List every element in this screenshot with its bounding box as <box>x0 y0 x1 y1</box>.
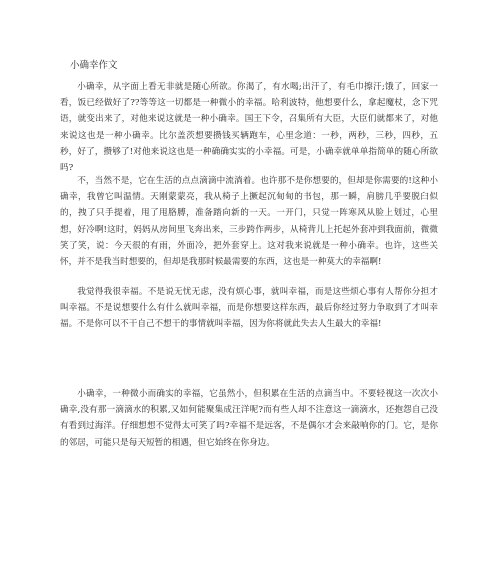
paragraph-4: 小确幸，一种微小而确实的幸福，它虽然小，但积累在生活的点滴当中。不要轻视这一次次小确幸,没有那一滴滴水的积累,又如何能聚集成汪洋呢?而有些人却不注意这一滴滴水，还抱怨自己没有看到过海洋。仔细想想不觉得太可笑了吗?幸福不是远客，不是偶尔才会来敲响你的门。它，是你的邻居，可能只是每天短暂的相遇，但它始终在你身边。 <box>60 389 438 448</box>
paragraph-1: 小确幸，从字面上看无非就是随心所欲。你渴了，有水喝;出汗了，有毛巾擦汗;饿了，回家一看，饭已经做好了??等等这一切都是一种微小的幸福。哈利波特，他想要什么，拿起魔杖，念下咒语，就变出来了，对他来说这就是一种小确幸。国王下令，召集所有大臣，大臣们就都来了，对他来说这也是一种小确幸。比尔盖茨想要攒钱买辆跑车，心里念道：一秒，两秒，三秒，四秒，五秒，好了，攒够了!对他来说这也是一种确确实实的小幸福。可是，小确幸就单单指简单的随心所欲吗? <box>60 82 438 174</box>
document-title: 小确幸作文 <box>70 60 118 71</box>
paragraph-2: 不，当然不是，它在生活的点点滴滴中流淌着。也许那不是你想要的，但却是你需要的!这种小确幸，我曾它叫温情。天刚蒙蒙亮，我从椅子上撅起沉甸甸的书包，那一瞬，肩膀几乎要脱臼似的，拽了只手提着，甩了甩胳膊，准备踏向新的一天。一开门，只觉一阵寒风从脸上划过，心里想，好冷啊!这时，妈妈从房间里飞奔出来，三步跨作两步，从椅背儿上托起外套冲到我面前，微微笑了笑，说：今天很的有雨，外面冷，把外套穿上。这对我来说就是一种小确幸。也许，这些关怀，并不是我当时想要的，但却是我那时候最需要的东西，这也是一种莫大的幸福啊! <box>60 176 438 268</box>
paragraph-3: 我觉得我很幸福。不是说无忧无虑，没有烦心事，就叫幸福，而是这些烦心事有人帮你分担才叫幸福。不是说想要什么有什么就叫幸福，而是你想要这样东西，最后你经过努力争取到了才叫幸福。不是你可以不干自己不想干的事情就叫幸福，因为你将就此失去人生最大的幸福! <box>60 287 438 330</box>
